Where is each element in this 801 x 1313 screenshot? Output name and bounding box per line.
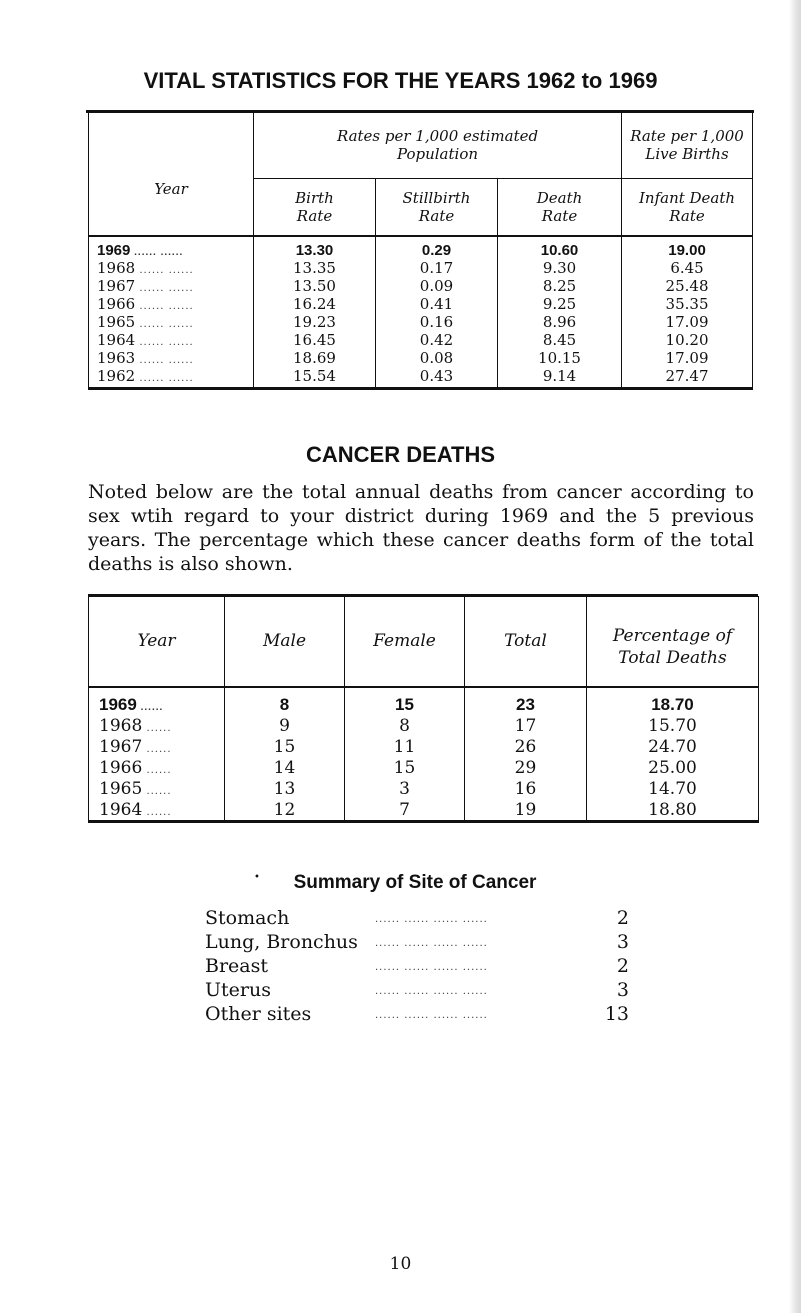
- pct-cell: 18.70: [587, 687, 759, 715]
- cancer-header-male: Male: [225, 596, 345, 687]
- year-cell: [89, 757, 225, 778]
- summary-value: 13: [604, 1003, 629, 1025]
- year-value: 1964: [97, 331, 136, 349]
- death-rate-cell: 10.60: [498, 236, 622, 259]
- infant-rate-cell: 10.20: [622, 331, 753, 349]
- vital-header-infant-death-rate: [622, 179, 753, 237]
- year-cell: [89, 331, 254, 349]
- infant-rate-cell: 25.48: [622, 277, 753, 295]
- total-cell: 26: [465, 736, 587, 757]
- header-line: Rate: [669, 207, 705, 225]
- birth-rate-cell: 16.45: [254, 331, 376, 349]
- leader-dots: ......: [136, 701, 164, 713]
- vital-header-year: [89, 112, 254, 236]
- leader-dots: ...... ......: [135, 337, 194, 348]
- year-value: 1968: [97, 259, 136, 277]
- year-value: 1969: [97, 241, 131, 259]
- vital-header-livebirths-line2: Live Births: [645, 145, 729, 163]
- vital-header-stillbirth-rate: [376, 179, 498, 237]
- female-cell: 3: [345, 778, 465, 799]
- year-value: 1969: [99, 694, 137, 714]
- death-rate-cell: 9.25: [498, 295, 622, 313]
- table-row: [89, 349, 753, 367]
- summary-row: [205, 930, 629, 954]
- female-cell: 7: [345, 799, 465, 822]
- header-line: Rate: [296, 207, 333, 225]
- vital-header-livebirths-group: [622, 112, 753, 179]
- leader-dots: ......: [142, 743, 172, 755]
- male-cell: 14: [225, 757, 345, 778]
- table-row: [89, 331, 753, 349]
- page-title: VITAL STATISTICS FOR THE YEARS 1962 to 1969: [143, 68, 658, 93]
- year-cell: [89, 687, 225, 715]
- female-cell: 8: [345, 715, 465, 736]
- infant-rate-cell: 35.35: [622, 295, 753, 313]
- stray-mark: •: [254, 872, 260, 883]
- summary-row: [205, 954, 629, 978]
- vital-header-population-line2: Population: [396, 145, 479, 163]
- summary-label: Stomach: [205, 907, 290, 929]
- still-rate-cell: 0.29: [376, 236, 498, 259]
- death-rate-cell: 10.15: [498, 349, 622, 367]
- leader-dots: ...... ......: [135, 283, 194, 294]
- still-rate-cell: 0.42: [376, 331, 498, 349]
- summary-row: [205, 906, 629, 930]
- year-value: 1966: [99, 757, 143, 778]
- year-value: 1965: [97, 313, 136, 331]
- death-rate-cell: 8.45: [498, 331, 622, 349]
- year-cell: [89, 736, 225, 757]
- total-cell: 17: [465, 715, 587, 736]
- birth-rate-cell: 15.54: [254, 367, 376, 389]
- summary-label: Lung, Bronchus: [205, 931, 358, 953]
- infant-rate-cell: 19.00: [622, 236, 753, 259]
- summary-list: [205, 906, 629, 1026]
- summary-value: 3: [616, 979, 629, 1001]
- leader-dots: ......: [142, 785, 172, 797]
- header-line: Stillbirth: [402, 189, 471, 207]
- summary-row: [205, 978, 629, 1002]
- leader-dots: ...... ...... ...... ......: [375, 914, 488, 925]
- still-rate-cell: 0.17: [376, 259, 498, 277]
- pct-cell: 14.70: [587, 778, 759, 799]
- male-cell: 8: [225, 687, 345, 715]
- year-value: 1967: [99, 736, 143, 757]
- infant-rate-cell: 27.47: [622, 367, 753, 389]
- female-cell: 15: [345, 687, 465, 715]
- summary-label: Breast: [205, 955, 269, 977]
- year-cell: [89, 259, 254, 277]
- year-value: 1966: [97, 295, 136, 313]
- vital-header-population-line1: Rates per 1,000 estimated: [336, 127, 539, 145]
- pct-cell: 15.70: [587, 715, 759, 736]
- header-line: Rate: [541, 207, 578, 225]
- table-row: [89, 236, 753, 259]
- table-row: [89, 367, 753, 389]
- table-row: [89, 295, 753, 313]
- header-line: Infant Death: [638, 189, 736, 207]
- pct-cell: 18.80: [587, 799, 759, 822]
- page-edge-shadow: [789, 0, 801, 1313]
- female-cell: 11: [345, 736, 465, 757]
- table-row: [89, 277, 753, 295]
- year-cell: [89, 295, 254, 313]
- male-cell: 13: [225, 778, 345, 799]
- leader-dots: ...... ......: [135, 355, 194, 366]
- vital-header-livebirths-line1: Rate per 1,000: [630, 127, 744, 145]
- leader-dots: ......: [142, 806, 172, 818]
- birth-rate-cell: 13.35: [254, 259, 376, 277]
- death-rate-cell: 8.25: [498, 277, 622, 295]
- year-value: 1963: [97, 349, 136, 367]
- table-row: [89, 715, 759, 736]
- summary-value: 2: [616, 955, 629, 977]
- summary-value: 3: [616, 931, 629, 953]
- leader-dots: ...... ...... ...... ......: [375, 938, 488, 949]
- cancer-header-female: Female: [345, 596, 465, 687]
- total-cell: 19: [465, 799, 587, 822]
- vital-header-death-rate: [498, 179, 622, 237]
- cancer-header-year: Year: [89, 596, 225, 687]
- cancer-header-total: Total: [465, 596, 587, 687]
- birth-rate-cell: 19.23: [254, 313, 376, 331]
- death-rate-cell: 9.30: [498, 259, 622, 277]
- summary-label: Uterus: [205, 979, 271, 1001]
- still-rate-cell: 0.43: [376, 367, 498, 389]
- still-rate-cell: 0.09: [376, 277, 498, 295]
- male-cell: 12: [225, 799, 345, 822]
- cancer-deaths-paragraph: Noted below are the total annual deaths from cancer according to sex wtih regard to your district during 1969 and the 5 previous years. The percentage which these cancer deaths form of the total deaths is also shown.: [88, 481, 754, 575]
- leader-dots: ......: [142, 764, 172, 776]
- year-cell: [89, 277, 254, 295]
- leader-dots: ...... ......: [135, 301, 194, 312]
- header-line: Rate: [418, 207, 455, 225]
- year-value: 1965: [99, 778, 143, 799]
- pct-cell: 24.70: [587, 736, 759, 757]
- infant-rate-cell: 6.45: [622, 259, 753, 277]
- male-cell: 15: [225, 736, 345, 757]
- page-number: 10: [389, 1254, 412, 1274]
- cancer-deaths-table: [88, 596, 759, 823]
- still-rate-cell: 0.41: [376, 295, 498, 313]
- year-value: 1968: [99, 715, 143, 736]
- leader-dots: ...... ...... ...... ......: [375, 1010, 488, 1021]
- leader-dots: ...... ......: [135, 319, 194, 330]
- year-cell: [89, 236, 254, 259]
- year-cell: [89, 799, 225, 822]
- birth-rate-cell: 18.69: [254, 349, 376, 367]
- summary-label: Other sites: [205, 1003, 312, 1025]
- header-line: Percentage of: [612, 626, 733, 646]
- vital-header-year-text: Year: [154, 179, 188, 198]
- leader-dots: ...... ......: [130, 246, 184, 258]
- total-cell: 29: [465, 757, 587, 778]
- leader-dots: ......: [142, 722, 172, 734]
- total-cell: 16: [465, 778, 587, 799]
- table-row: [89, 736, 759, 757]
- cancer-deaths-heading: CANCER DEATHS: [305, 442, 496, 467]
- table-row: [89, 687, 759, 715]
- year-value: 1967: [97, 277, 136, 295]
- male-cell: 9: [225, 715, 345, 736]
- year-cell: [89, 778, 225, 799]
- summary-title: Summary of Site of Cancer: [293, 872, 537, 893]
- leader-dots: ...... ...... ...... ......: [375, 986, 488, 997]
- table-row: [89, 778, 759, 799]
- header-line: Death: [536, 189, 583, 207]
- header-line: Birth: [295, 189, 334, 207]
- table-row: [89, 259, 753, 277]
- year-cell: [89, 313, 254, 331]
- summary-value: 2: [616, 907, 629, 929]
- still-rate-cell: 0.16: [376, 313, 498, 331]
- death-rate-cell: 8.96: [498, 313, 622, 331]
- vital-header-birth-rate: [254, 179, 376, 237]
- header-line: Total Deaths: [618, 648, 727, 668]
- female-cell: 15: [345, 757, 465, 778]
- infant-rate-cell: 17.09: [622, 313, 753, 331]
- infant-rate-cell: 17.09: [622, 349, 753, 367]
- table-row: [89, 757, 759, 778]
- leader-dots: ...... ......: [135, 373, 194, 384]
- death-rate-cell: 9.14: [498, 367, 622, 389]
- year-value: 1962: [97, 367, 136, 385]
- birth-rate-cell: 13.50: [254, 277, 376, 295]
- vital-statistics-table: [88, 112, 753, 390]
- table-row: [89, 313, 753, 331]
- table-row: [89, 799, 759, 822]
- leader-dots: ...... ......: [135, 265, 194, 276]
- cancer-header-percentage: [587, 596, 759, 687]
- year-cell: [89, 367, 254, 389]
- birth-rate-cell: 16.24: [254, 295, 376, 313]
- year-value: 1964: [99, 799, 143, 820]
- vital-header-population-group: [254, 112, 622, 179]
- leader-dots: ...... ...... ...... ......: [375, 962, 488, 973]
- year-cell: [89, 715, 225, 736]
- total-cell: 23: [465, 687, 587, 715]
- pct-cell: 25.00: [587, 757, 759, 778]
- summary-row: [205, 1002, 629, 1026]
- year-cell: [89, 349, 254, 367]
- birth-rate-cell: 13.30: [254, 236, 376, 259]
- still-rate-cell: 0.08: [376, 349, 498, 367]
